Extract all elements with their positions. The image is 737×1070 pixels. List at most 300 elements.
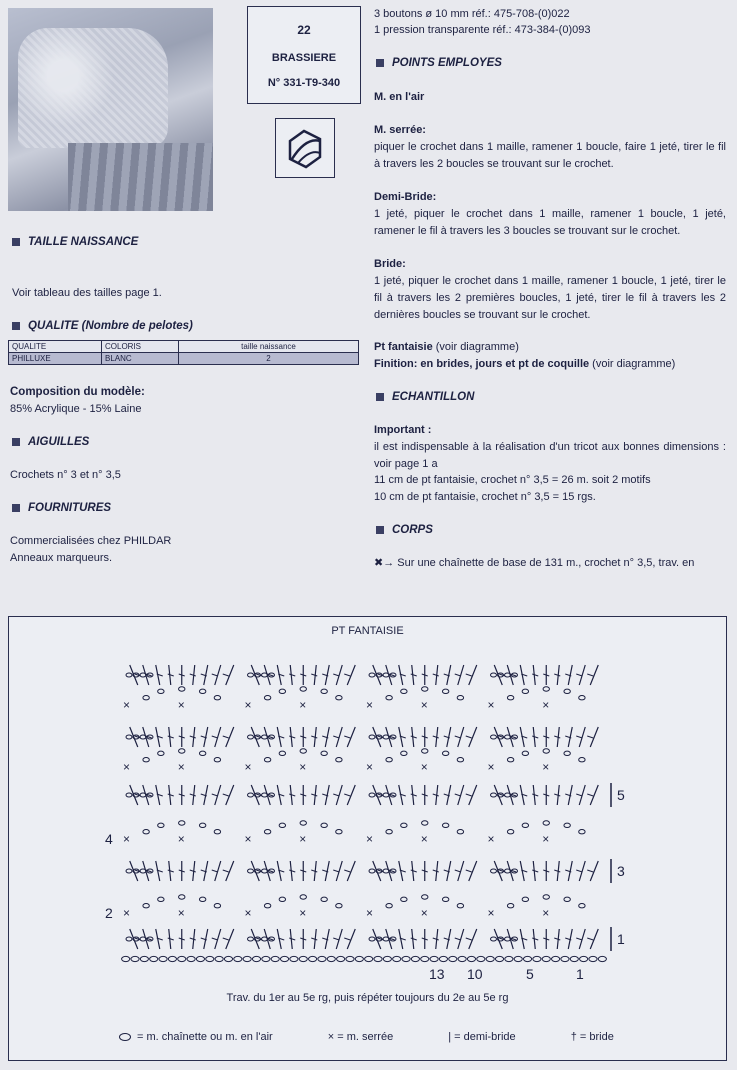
bride-bar [344,794,350,796]
bride-bar [333,870,339,872]
bride-bar [587,938,593,940]
bride-bar [212,736,218,738]
echantillon-1: 11 cm de pt fantaisie, crochet n° 3,5 = 26 m. soit 2 motifs [374,474,651,486]
chain-stitch [262,869,268,873]
chain-stitch [337,956,345,961]
chain-stitch [234,956,242,961]
bride-bar [455,736,461,738]
chain-stitch [140,869,146,873]
chain-stitch [140,735,146,739]
chain-stitch [505,869,511,873]
chain-stitch [507,696,513,700]
chain-stitch [442,823,448,827]
chain-stitch [199,897,205,901]
serree-stitch: × [123,832,131,846]
diagram-title: PT FANTAISIE [331,625,404,637]
bride-bar [190,870,196,872]
serree-stitch: × [177,832,185,846]
chain-stitch [248,673,254,677]
chain-stitch [159,956,167,961]
chain-stitch [505,793,511,797]
bride-bar [587,794,593,796]
chain-stitch [271,956,279,961]
bride-bar [168,674,174,676]
chain-stitch [126,793,132,797]
composition-title: Composition du modèle: [10,386,145,398]
bride-bar [168,794,174,796]
chain-stitch [522,897,528,901]
chain-stitch [598,956,606,961]
bride-bar [587,870,593,872]
chain-stitch [491,735,497,739]
pt-fantaisie-line: Pt fantaisie (voir diagramme) [374,341,519,353]
chain-stitch [264,696,270,700]
bride-bar [289,938,295,940]
serree-stitch: × [123,906,131,920]
chain-stitch [199,823,205,827]
chain-stitch [369,937,375,941]
serree-stitch: × [487,832,495,846]
chain-stitch [179,821,185,825]
chain-stitch [140,673,146,677]
section-fournitures: FOURNITURES [12,500,111,518]
bride-bar [411,870,417,872]
bride-bar [554,794,560,796]
chain-stitch [543,895,549,899]
chain-stitch [262,937,268,941]
section-taille: TAILLE NAISSANCE [12,234,138,252]
bride-bar [532,674,538,676]
bride-bar [532,938,538,940]
chain-stitch [318,956,326,961]
chain-stitch [196,956,204,961]
bride-bar [190,736,196,738]
bride-bar [289,794,295,796]
bride-bar [587,736,593,738]
chain-stitch [561,956,569,961]
bride-bar [289,674,295,676]
chain-stitch [143,830,149,834]
serree-stitch: × [123,698,131,712]
bride-bar [311,938,317,940]
bride-bar [576,938,582,940]
chain-stitch [187,956,195,961]
bride-bar [576,870,582,872]
chain-stitch [243,956,251,961]
chain-stitch [248,793,254,797]
chain-stitch [401,823,407,827]
chain-stitch [570,956,578,961]
chain-stitch [131,956,139,961]
stitch-count-label: 10 [467,966,483,982]
bride-bar [333,794,339,796]
chain-stitch [206,956,214,961]
crochet-icon [275,118,335,178]
bride-bar [223,674,229,676]
chain-stitch [422,749,428,753]
bride-bar [411,674,417,676]
model-ref: N° 331-T9-340 [267,76,341,89]
chain-stitch [579,904,585,908]
table-header: COLORIS [102,341,179,353]
bride-bar [212,794,218,796]
chain-stitch [264,830,270,834]
chain-stitch [327,956,335,961]
important-title: Important : [374,424,432,436]
finition-line: Finition: en brides, jours et pt de coquille (voir diagramme) [374,358,676,370]
knit-garment [18,28,168,148]
chain-stitch [369,735,375,739]
chain-stitch [224,956,232,961]
chain-stitch [458,956,466,961]
row-label-left: 2 [105,905,113,921]
chain-stitch [383,673,389,677]
bride-bar [554,736,560,738]
bride-bar [411,736,417,738]
legend-serree: × = m. serrée [327,1031,394,1043]
bride-bar [333,674,339,676]
taille-text: Voir tableau des tailles page 1. [12,287,162,299]
chain-stitch [457,904,463,908]
table-header: QUALITE [9,341,102,353]
chain-stitch [336,696,342,700]
bride-bar [168,870,174,872]
chain-stitch [248,735,254,739]
serree-stitch: × [299,832,307,846]
serree-stitch: × [177,698,185,712]
chain-stitch [140,937,146,941]
chain-stitch [279,751,285,755]
chain-stitch [199,689,205,693]
row-label-right: 1 [617,931,625,947]
bride-bar [333,938,339,940]
chain-stitch [321,751,327,755]
chain-stitch [523,956,531,961]
chain-stitch [579,758,585,762]
bride-bar [554,674,560,676]
serree-stitch: × [420,760,428,774]
chain-stitch [321,823,327,827]
chain-stitch [262,673,268,677]
bride-bar [168,736,174,738]
chain-stitch [300,821,306,825]
bride-bar [223,736,229,738]
important-text: il est indispensable à la réalisation d'un tricot aux bonnes dimensions : voir page 1 a [374,441,726,471]
chain-stitch [401,897,407,901]
chain-stitch [505,956,513,961]
chain-stitch [564,897,570,901]
diagram-note: Trav. du 1er au 5e rg, puis répéter toujours du 2e au 5e rg [226,992,509,1004]
stitch-diagram [8,616,727,1061]
bride-bar [433,736,439,738]
bride-bar [311,794,317,796]
bride-bar [289,870,295,872]
bride-bar [311,870,317,872]
chain-stitch [262,735,268,739]
chain-stitch [580,956,588,961]
chain-stitch [299,956,307,961]
serree-stitch: × [244,760,252,774]
chain-stitch [393,956,401,961]
chain-stitch [264,904,270,908]
chain-stitch [355,956,363,961]
chain-stitch [158,897,164,901]
stitch-count-label: 5 [526,966,534,982]
chain-stitch [309,956,317,961]
bride-bar [455,794,461,796]
diagram-legend [119,1029,666,1046]
chain-stitch [442,897,448,901]
chain-stitch [564,823,570,827]
chain-stitch [336,758,342,762]
bride-text: 1 jeté, piquer le crochet dans 1 maille, ramener 1 boucle, 1 jeté, tirer le fil à travers les 2 premières boucles, 1 jeté, tirer le fil à travers les 2 dernières boucles se trouvant sur le crochet. [374,275,726,322]
chain-stitch [365,956,373,961]
chain-stitch [430,956,438,961]
chain-stitch [126,937,132,941]
chain-stitch [248,869,254,873]
chain-stitch [491,869,497,873]
chain-stitch [262,956,270,961]
serree-stitch: × [366,698,374,712]
chain-stitch [179,687,185,691]
bride-title: Bride: [374,258,406,270]
section-aiguilles: AIGUILLES [12,434,89,452]
serree-stitch: × [487,906,495,920]
chain-stitch [543,687,549,691]
bride-bar [554,870,560,872]
bride-bar [411,938,417,940]
chain-stitch [505,735,511,739]
legend-chainette: = m. chaînette ou m. en l'air [119,1031,299,1043]
bride-bar [190,674,196,676]
chain-stitch [290,956,298,961]
chain-stitch [140,793,146,797]
serree-stitch: × [299,698,307,712]
aiguilles-text: Crochets n° 3 et n° 3,5 [10,469,121,481]
bride-bar [433,794,439,796]
serree-stitch: × [542,832,550,846]
section-qualite: QUALITE (Nombre de pelotes) [12,318,193,336]
bride-bar [190,938,196,940]
chain-stitch [321,897,327,901]
chain-stitch [300,687,306,691]
chain-stitch [543,821,549,825]
serree-stitch: × [177,906,185,920]
chain-stitch [552,956,560,961]
title-box [247,6,361,104]
echantillon-2: 10 cm de pt fantaisie, crochet n° 3,5 = 15 rgs. [374,491,596,503]
row-label-left: 4 [105,831,113,847]
bride-bar [532,736,538,738]
chain-stitch [579,830,585,834]
chain-stitch [321,689,327,693]
chain-stitch [199,751,205,755]
chain-stitch [505,673,511,677]
chain-stitch [491,937,497,941]
serree-stitch: × [542,698,550,712]
chain-stitch [158,823,164,827]
chain-stitch [214,904,220,908]
chain-stitch [401,689,407,693]
chain-stitch [279,897,285,901]
chain-stitch [486,956,494,961]
bride-bar [168,938,174,940]
chain-stitch [422,895,428,899]
chain-stitch [457,830,463,834]
chain-stitch [422,821,428,825]
chain-stitch [522,689,528,693]
bride-bar [532,794,538,796]
chain-stitch [477,956,485,961]
row-label-right: 5 [617,787,625,803]
serree-stitch: × [366,760,374,774]
bride-bar [554,938,560,940]
bride-bar [466,870,472,872]
bride-bar [532,870,538,872]
m-serree-text: piquer le crochet dans 1 maille, ramener 1 boucle, faire 1 jeté, tirer le fil à travers les 2 boucles se trouvant sur le crochet. [374,141,726,171]
chain-stitch [122,956,130,961]
product-photo [8,8,213,211]
chain-stitch [522,751,528,755]
chain-stitch [402,956,410,961]
bride-bar [587,674,593,676]
fournitures-line1: Commercialisées chez PHILDAR [10,535,172,547]
bride-bar [455,870,461,872]
table-cell: BLANC [102,353,179,365]
bride-bar [212,870,218,872]
bride-bar [333,736,339,738]
chain-stitch [252,956,260,961]
chain-stitch [264,758,270,762]
m-serree-title: M. serrée: [374,124,426,136]
bride-bar [433,674,439,676]
chain-stitch [401,751,407,755]
table-header: taille naissance [179,341,359,353]
chain-stitch [386,696,392,700]
chain-stitch [248,937,254,941]
chain-stitch [280,956,288,961]
chain-stitch [505,937,511,941]
chain-stitch [143,758,149,762]
chain-stitch [507,904,513,908]
bride-bar [311,674,317,676]
chain-stitch [336,904,342,908]
serree-stitch: × [420,906,428,920]
chain-stitch [507,758,513,762]
chain-stitch [168,956,176,961]
bride-bar [433,938,439,940]
chain-stitch [507,830,513,834]
bride-bar [344,938,350,940]
chain-stitch [369,673,375,677]
bride-bar [311,736,317,738]
section-echantillon: ECHANTILLON [376,389,474,407]
chain-stitch [383,956,391,961]
bride-bar [344,674,350,676]
chain-stitch [564,751,570,755]
row-label-right: 3 [617,863,625,879]
serree-stitch: × [366,906,374,920]
chain-stitch [346,956,354,961]
chain-stitch [126,673,132,677]
legend-bride: † = bride [570,1031,614,1043]
chain-stitch [336,830,342,834]
chain-stitch [449,956,457,961]
bride-bar [190,794,196,796]
bride-bar [576,736,582,738]
chain-stitch [522,823,528,827]
chain-stitch [579,696,585,700]
chain-stitch [383,937,389,941]
serree-stitch: × [244,832,252,846]
bride-bar [344,736,350,738]
bride-bar [455,938,461,940]
stitch-count-label: 1 [576,966,584,982]
bride-bar [212,674,218,676]
serree-stitch: × [123,760,131,774]
chain-stitch [386,904,392,908]
stitch-count-label: 13 [429,966,445,982]
serree-stitch: × [244,906,252,920]
chain-stitch [300,895,306,899]
bride-bar [466,794,472,796]
chain-stitch [214,830,220,834]
serree-stitch: × [299,760,307,774]
chain-stitch [300,749,306,753]
bride-bar [576,794,582,796]
chain-stitch [543,749,549,753]
chain-stitch [383,869,389,873]
chain-stitch [126,869,132,873]
serree-stitch: × [177,760,185,774]
chain-stitch [143,696,149,700]
chain-stitch [439,956,447,961]
chain-stitch [158,751,164,755]
corps-text: ✖→ Sur une chaînette de base de 131 m., crochet n° 3,5, trav. en [374,557,695,569]
chain-stitch [386,758,392,762]
quality-table [8,340,359,365]
demi-bride-title: Demi-Bride: [374,191,437,203]
chain-stitch [179,895,185,899]
chain-stitch [383,793,389,797]
chain-stitch [383,735,389,739]
serree-stitch: × [542,906,550,920]
chain-stitch [491,793,497,797]
chain-stitch [215,956,223,961]
chain-stitch [542,956,550,961]
chain-stitch [467,956,475,961]
legend-demibride: | = demi-bride [448,1031,516,1043]
chain-stitch [140,956,148,961]
model-number: 22 [297,23,311,37]
serree-stitch: × [244,698,252,712]
serree-stitch: × [420,832,428,846]
chain-stitch [421,956,429,961]
table-cell: PHILLUXE [9,353,102,365]
chain-stitch [411,956,419,961]
bride-bar [433,870,439,872]
chain-stitch [179,749,185,753]
bride-bar [223,938,229,940]
bride-bar [455,674,461,676]
chain-stitch [150,956,158,961]
m-air-title: M. en l'air [374,91,425,103]
chain-stitch [533,956,541,961]
serree-stitch: × [420,698,428,712]
chain-stitch [214,696,220,700]
chain-stitch [262,793,268,797]
chain-stitch [158,689,164,693]
